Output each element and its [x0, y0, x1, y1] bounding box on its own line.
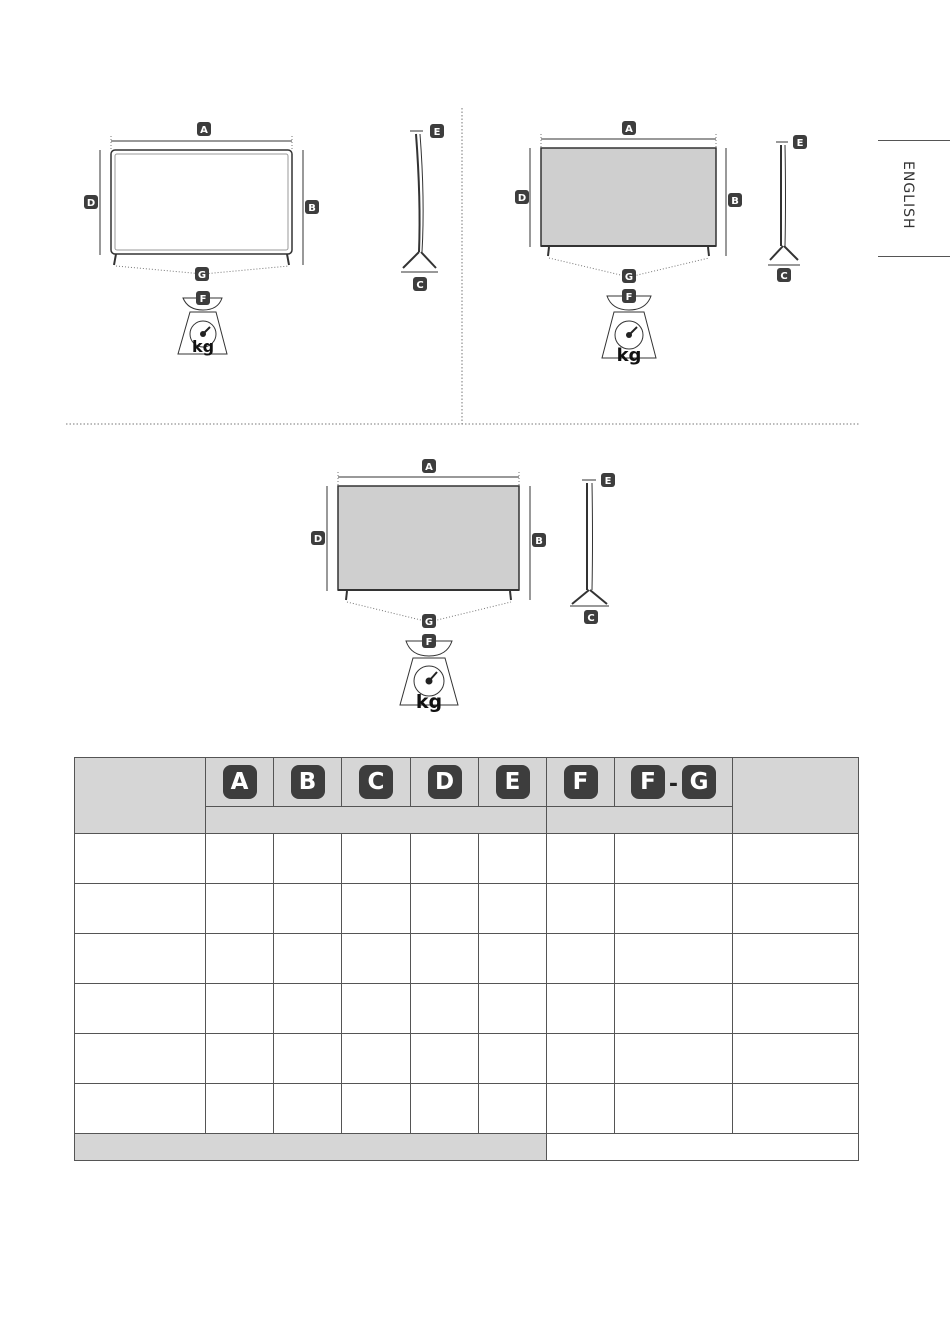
table-cell — [479, 884, 547, 934]
table-cell — [75, 984, 206, 1034]
table-cell — [479, 834, 547, 884]
svg-text:C: C — [587, 613, 595, 624]
header-f: F — [547, 758, 615, 807]
tv-figure-3 — [311, 459, 615, 713]
table-cell — [75, 934, 206, 984]
table-row — [75, 934, 859, 984]
table-cell — [547, 984, 615, 1034]
tv-figure-1 — [84, 122, 444, 356]
tv-side-view-1 — [401, 124, 444, 291]
table-cell — [547, 1084, 615, 1134]
table-cell — [75, 1034, 206, 1084]
table-cell — [547, 834, 615, 884]
tv-side-view-2 — [768, 135, 807, 282]
table-cell — [615, 1034, 733, 1084]
tv-front-2 — [541, 148, 716, 246]
table-cell — [274, 934, 342, 984]
table-row — [75, 984, 859, 1034]
language-tab-label: ENGLISH — [900, 161, 916, 230]
table-cell — [733, 834, 859, 884]
svg-text:A: A — [425, 462, 433, 473]
table-cell — [547, 1034, 615, 1084]
table-cell — [615, 884, 733, 934]
table-cell — [615, 934, 733, 984]
table-cell — [206, 834, 274, 884]
dimension-g-badge-1 — [195, 267, 209, 281]
svg-text:B: B — [535, 536, 543, 547]
svg-text:G: G — [424, 617, 434, 628]
table-cell — [479, 984, 547, 1034]
unit-weight-cell — [547, 807, 733, 834]
table-cell — [615, 1084, 733, 1134]
header-a: A — [206, 758, 274, 807]
table-cell — [733, 884, 859, 934]
table-cell — [733, 934, 859, 984]
header-f-g: F - G — [615, 758, 733, 807]
svg-text:G: G — [624, 272, 634, 283]
table-cell — [615, 834, 733, 884]
svg-text:E: E — [604, 476, 612, 487]
tv-side-view-3 — [570, 473, 615, 624]
dimension-a-badge-2 — [622, 121, 636, 135]
header-d: D — [411, 758, 479, 807]
dimension-d-badge-1 — [84, 195, 98, 209]
table-cell — [274, 884, 342, 934]
dimension-d-badge-2 — [515, 190, 529, 204]
table-cell — [411, 1034, 479, 1084]
svg-text:A: A — [200, 125, 208, 136]
table-cell — [342, 934, 411, 984]
table-cell — [206, 984, 274, 1034]
table-row — [75, 884, 859, 934]
table-cell — [206, 1084, 274, 1134]
svg-text:B: B — [308, 203, 316, 214]
table-cell — [547, 884, 615, 934]
table-cell — [206, 934, 274, 984]
weight-scale-3 — [400, 634, 458, 713]
svg-text:E: E — [433, 127, 441, 138]
table-cell — [479, 1034, 547, 1084]
weight-scale-1 — [178, 291, 227, 356]
table-cell — [342, 1084, 411, 1134]
table-cell — [733, 1084, 859, 1134]
dimensions-table — [74, 757, 859, 1161]
table-cell — [615, 984, 733, 1034]
table-header-row — [75, 758, 859, 807]
svg-text:A: A — [625, 124, 633, 135]
table-cell — [479, 934, 547, 984]
table-cell — [75, 1084, 206, 1134]
header-e: E — [479, 758, 547, 807]
table-cell — [342, 884, 411, 934]
table-cell — [274, 834, 342, 884]
svg-text:C: C — [780, 271, 788, 282]
svg-text:D: D — [517, 193, 527, 204]
dimension-a-badge-1 — [197, 122, 211, 136]
table-cell — [206, 1034, 274, 1084]
table-cell — [479, 1084, 547, 1134]
footer-note-left — [75, 1134, 547, 1161]
svg-text:kg: kg — [616, 345, 642, 366]
tv-front-1 — [111, 150, 292, 254]
table-cell — [411, 934, 479, 984]
table-cell — [733, 984, 859, 1034]
table-cell — [411, 884, 479, 934]
unit-dimension-cell — [206, 807, 547, 834]
svg-text:kg: kg — [191, 337, 215, 356]
dimension-b-badge-2 — [728, 193, 742, 207]
svg-text:D: D — [86, 198, 96, 209]
dimension-g-badge-3 — [422, 614, 436, 628]
dimension-b-badge-3 — [532, 533, 546, 547]
tv-front-3 — [338, 486, 519, 590]
table-cell — [75, 884, 206, 934]
table-cell — [274, 984, 342, 1034]
table-cell — [75, 834, 206, 884]
header-c: C — [342, 758, 411, 807]
dimension-b-badge-1 — [305, 200, 319, 214]
table-cell — [411, 834, 479, 884]
header-extra-cell — [733, 758, 859, 834]
table-row — [75, 834, 859, 884]
table-cell — [342, 834, 411, 884]
weight-scale-2 — [602, 289, 656, 366]
dimension-g-badge-2 — [622, 269, 636, 283]
table-cell — [411, 984, 479, 1034]
svg-text:F: F — [199, 294, 207, 305]
dimension-d-badge-3 — [311, 531, 325, 545]
svg-text:G: G — [197, 270, 207, 281]
svg-text:F: F — [625, 292, 633, 303]
header-model-cell — [75, 758, 206, 834]
svg-text:D: D — [313, 534, 323, 545]
table-cell — [274, 1034, 342, 1084]
table-cell — [411, 1084, 479, 1134]
table-cell — [274, 1084, 342, 1134]
table-cell — [733, 1034, 859, 1084]
svg-text:C: C — [416, 280, 424, 291]
svg-text:F: F — [425, 637, 433, 648]
table-row — [75, 1034, 859, 1084]
table-row — [75, 1084, 859, 1134]
svg-text:kg: kg — [415, 691, 443, 713]
table-cell — [342, 1034, 411, 1084]
table-cell — [342, 984, 411, 1034]
tv-figure-2 — [515, 121, 807, 366]
header-b: B — [274, 758, 342, 807]
dimension-a-badge-3 — [422, 459, 436, 473]
table-cell — [547, 934, 615, 984]
table-footer-row — [75, 1134, 859, 1161]
table-cell — [206, 884, 274, 934]
svg-text:B: B — [731, 196, 739, 207]
svg-text:E: E — [796, 138, 804, 149]
footer-note-right — [547, 1134, 859, 1161]
